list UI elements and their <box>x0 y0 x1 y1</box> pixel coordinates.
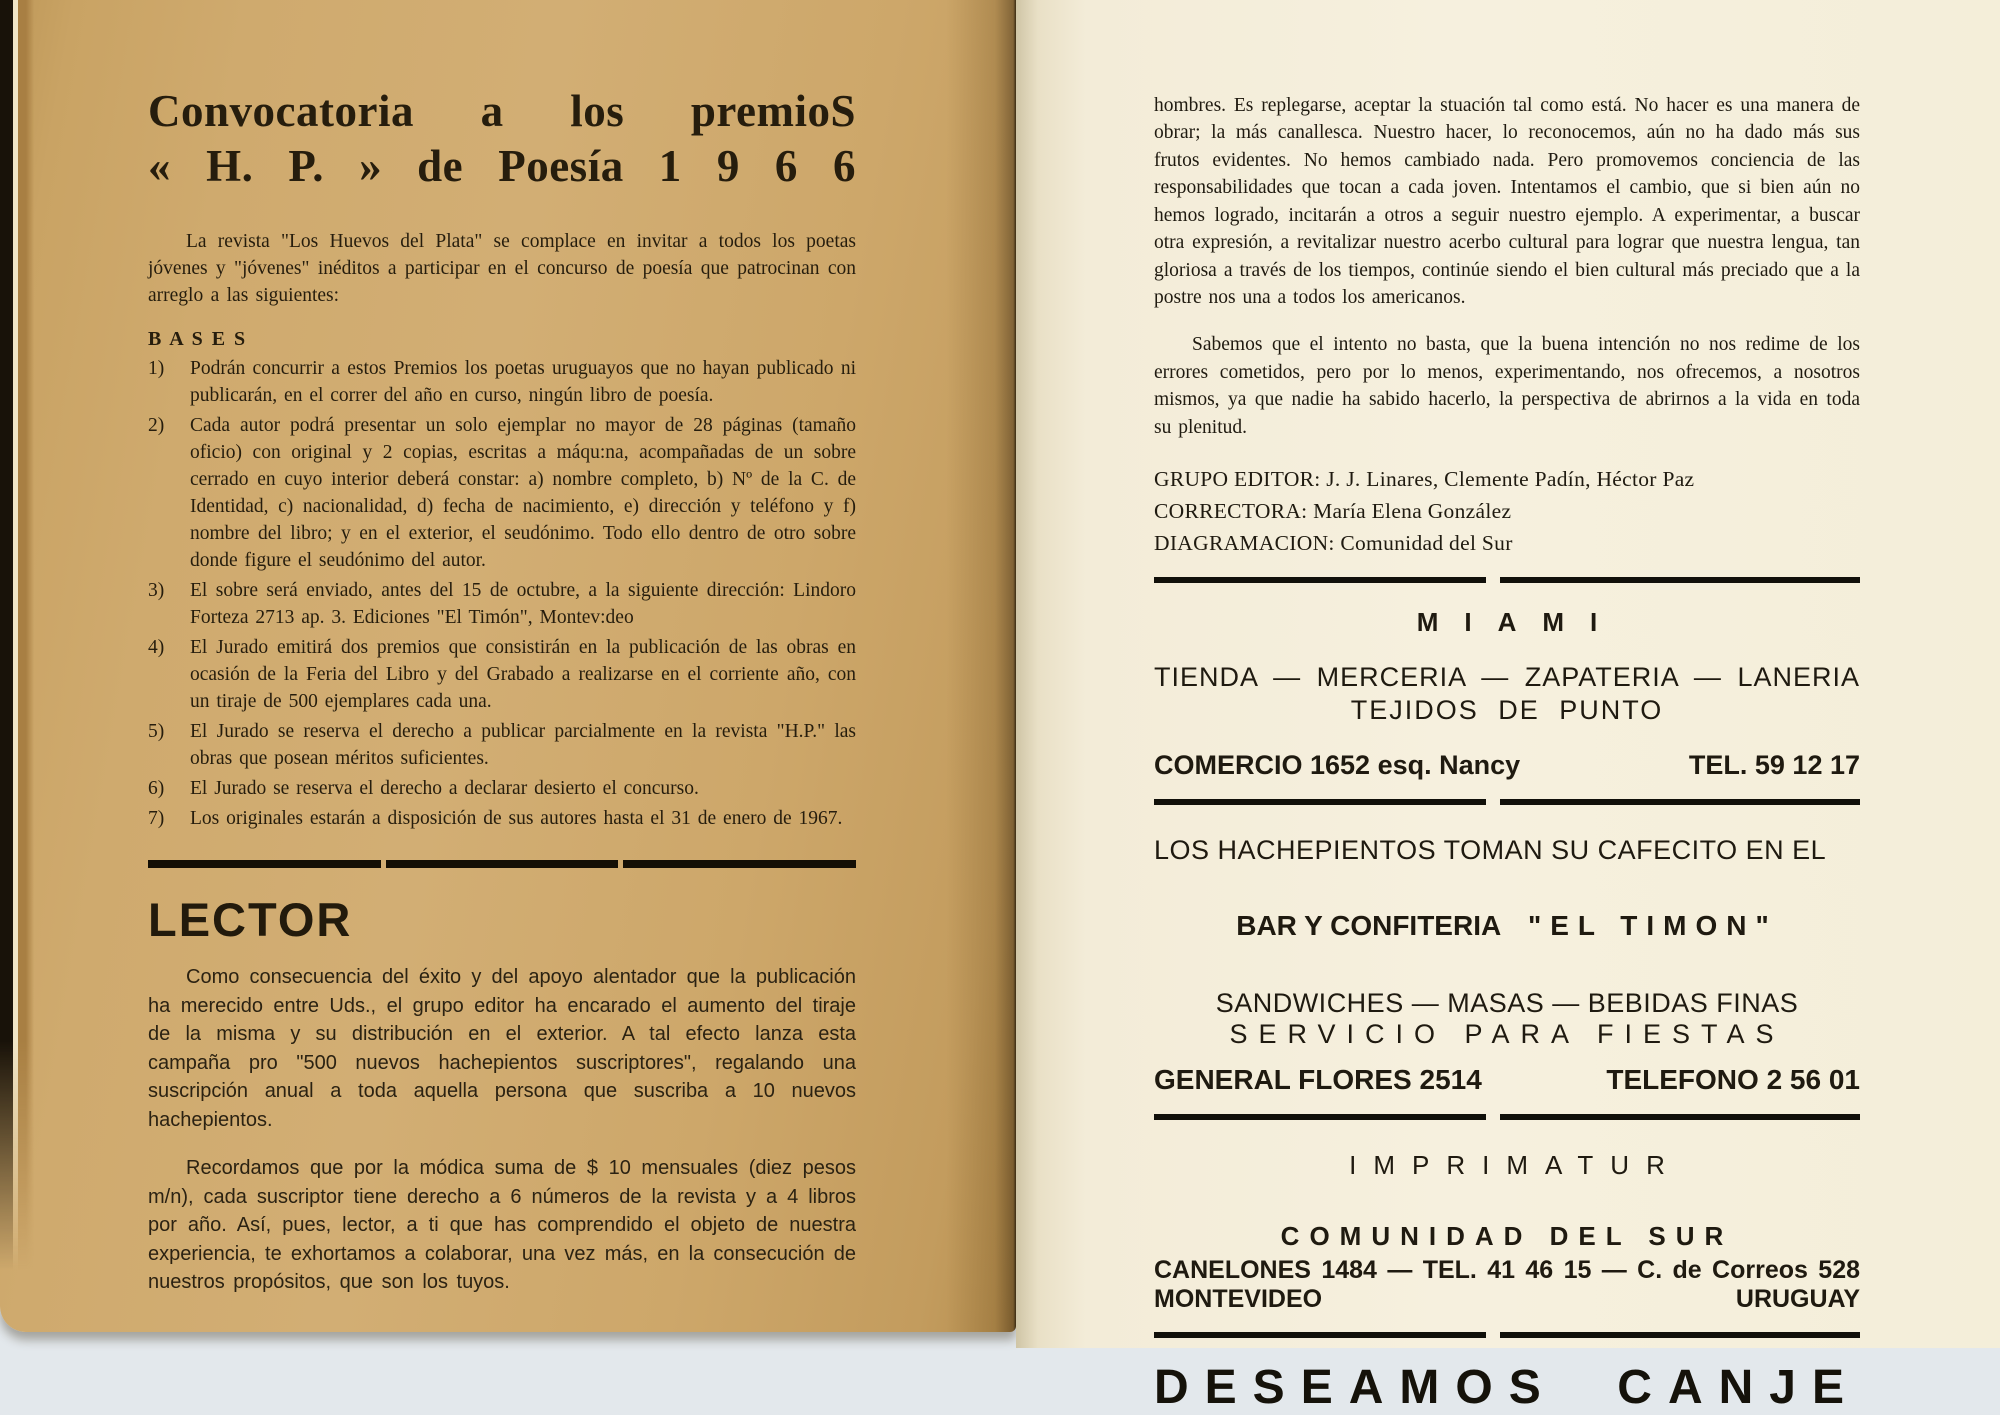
right-page-content <box>1154 72 1860 1415</box>
ad-el-timon <box>1154 835 1860 1096</box>
bases-item-text: Podrán concurrir a estos Premios los poetas uruguayos que no hayan publicado ni publicarán, en el correr del año en curso, ningún libro de poesía. <box>190 358 856 407</box>
right-page <box>1016 0 2000 1414</box>
printer-city-row <box>1154 1285 1860 1314</box>
intro-paragraph: La revista "Los Huevos del Plata" se complace en invitar a todos los poetas jóvenes y "jóvenes" inéditos a participar en el concurso de poesía que patrocinan con arreglo a las siguientes: <box>148 230 856 306</box>
bases-item-number: 4) <box>148 637 165 659</box>
credit-line-correctora: CORRECTORA: María Elena González <box>1154 499 1512 523</box>
ad-timon-name: "EL TIMON" <box>1527 910 1778 941</box>
article-title-line2: « H. P. » de Poesía 1 9 6 6 <box>148 140 856 191</box>
credits-block <box>1154 463 1860 559</box>
printer-address: CANELONES 1484 — TEL. 41 46 15 — C. de Correos 528 <box>1154 1256 1860 1284</box>
bases-item-number: 6) <box>148 778 165 800</box>
ad-divider-rule <box>1154 1114 1860 1120</box>
book-edge-shadow <box>0 0 34 1270</box>
left-page <box>0 0 1016 1332</box>
bases-item <box>148 412 856 574</box>
bases-heading: B A S E S <box>148 328 248 351</box>
printer-country: URUGUAY <box>1735 1285 1860 1313</box>
printer-city: MONTEVIDEO <box>1154 1285 1323 1313</box>
ad-timon-offer: SANDWICHES — MASAS — BEBIDAS FINAS <box>1215 988 1799 1018</box>
bases-item-number: 3) <box>148 580 165 602</box>
ad-timon-address-row <box>1154 1064 1860 1096</box>
ad-miami-address-row <box>1154 750 1860 781</box>
lector-heading: LECTOR <box>148 893 353 947</box>
ad-timon-intro: LOS HACHEPIENTOS TOMAN SU CAFECITO EN EL <box>1154 835 1827 865</box>
ad-timon-service: SERVICIO PARA FIESTAS <box>1229 1019 1785 1049</box>
lector-paragraph: Recordamos que por la módica suma de $ 10 mensuales (diez pesos m/n), cada suscriptor tiene derecho a 6 números de la revista y a 4 libros por año. Así, pues, lector, a ti que has comprendido el objeto de nuestra experiencia, te exhortamos a colaborar, una vez más, en la consecución de nuestros propósitos, que son los tuyos. <box>148 1157 856 1294</box>
bases-item-number: 2) <box>148 415 165 437</box>
ad-timon-phone: TELEFONO 2 56 01 <box>1606 1064 1860 1095</box>
left-page-content <box>148 84 856 1317</box>
section-divider-rule <box>148 860 856 868</box>
ad-miami-address: COMERCIO 1652 esq. Nancy <box>1154 750 1521 780</box>
lector-paragraph: Como consecuencia del éxito y del apoyo alentador que la publicación ha merecido entre Uds., el grupo editor ha encarado el aumento del tiraje de la misma y su distribución en el exterior. A tal efecto lanza esta campaña pro "500 nuevos hachepientos suscriptores", regalando una suscripción anual a toda aquella persona que suscriba a 10 nuevos hachepientos. <box>148 966 856 1131</box>
footer-divider-rule <box>1154 1332 1860 1338</box>
article-title-line1: Convocatoria a los premioS <box>148 86 856 136</box>
article-title <box>148 84 856 194</box>
ad-divider-rule <box>1154 577 1860 583</box>
bases-list <box>148 355 856 832</box>
bases-item <box>148 355 856 409</box>
bases-item <box>148 634 856 715</box>
bases-item-text: Cada autor podrá presentar un solo ejemplar no mayor de 28 páginas (tamaño oficio) con original y 2 copias, escritas a máqu:na, acompañadas de un sobre cerrado en cuyo interior deberá constar: a) nombre completo, b) Nº de la C. de Identidad, c) nacionalidad, d) fecha de nacimiento, e) dirección y teléfono y f) nombre del libro; y en el exterior, el seudónimo. Todo ello dentro de otro sobre donde figure el seudónimo del autor. <box>190 415 856 572</box>
ad-timon-address: GENERAL FLORES 2514 <box>1154 1064 1482 1095</box>
bases-item <box>148 718 856 772</box>
bases-item-text: El Jurado se reserva el derecho a declarar desierto el concurso. <box>190 778 699 800</box>
exchange-request-banner: DESEAMOS CANJE <box>1154 1361 1860 1414</box>
printer-name: COMUNIDAD DEL SUR <box>1280 1221 1734 1251</box>
gutter-shadow-left <box>946 0 1016 1332</box>
ad-miami <box>1154 607 1860 781</box>
credit-line-grupo-editor: GRUPO EDITOR: J. J. Linares, Clemente Padín, Héctor Paz <box>1154 467 1695 491</box>
ad-divider-rule <box>1154 799 1860 805</box>
bases-item <box>148 775 856 802</box>
bases-item <box>148 805 856 832</box>
bases-item-text: El sobre será enviado, antes del 15 de octubre, a la siguiente dirección: Lindoro Forteza 2713 ap. 3. Ediciones "El Timón", Montev:deo <box>190 580 856 629</box>
bases-item-number: 1) <box>148 358 165 380</box>
credit-line-diagramacion: DIAGRAMACION: Comunidad del Sur <box>1154 531 1513 555</box>
bases-item-number: 5) <box>148 721 165 743</box>
ad-timon-label: BAR Y CONFITERIA <box>1236 910 1501 941</box>
imprimatur-label: IMPRIMATUR <box>1349 1150 1682 1180</box>
ad-miami-name: MIAMI <box>1416 607 1624 637</box>
bases-item <box>148 577 856 631</box>
ad-miami-phone: TEL. 59 12 17 <box>1688 750 1860 780</box>
ad-miami-shops2: TEJIDOS DE PUNTO <box>1350 695 1664 725</box>
editorial-paragraph: Sabemos que el intento no basta, que la buena intención no nos redime de los errores cometidos, pero por lo menos, experimentando, nos ofrecemos, a nosotros mismos, ya que nadie ha sabido hacerlo, la perspectiva de abrirnos a la vida en toda su plenitud. <box>1154 334 1860 438</box>
bases-item-text: El Jurado emitirá dos premios que consistirán en la publicación de las obras en ocasión de la Feria del Libro y del Grabado a realizarse en el corriente año, con un tiraje de 500 ejemplares cada una. <box>190 637 856 713</box>
ad-timon-title <box>1154 910 1860 942</box>
editorial-paragraph: hombres. Es replegarse, aceptar la stuación tal como está. No hacer es una manera de obrar; la más canallesca. Nuestro hacer, lo reconocemos, aún no ha dado más sus frutos evidentes. No hemos cambiado nada. Pero promovemos conciencia de las responsabilidades que tocan a cada joven. Intentamos el cambio, que si bien aún no hemos logrado, incitarán a otros a seguir nuestro ejemplo. A experimentar, a buscar otra expresión, a revitalizar nuestro acerbo cultural para lograr que nuestra lengua, tan gloriosa a través de los tiempos, continúe siendo el bien cultural más preciado que a la postre nos una a todos los americanos. <box>1154 94 1860 308</box>
bases-item-number: 7) <box>148 808 165 830</box>
bases-item-text: Los originales estarán a disposición de sus autores hasta el 31 de enero de 1967. <box>190 808 843 830</box>
ad-miami-shops: TIENDA — MERCERIA — ZAPATERIA — LANERIA <box>1154 662 1860 692</box>
imprint-block <box>1154 1150 1860 1314</box>
bases-item-text: El Jurado se reserva el derecho a publicar parcialmente en la revista "H.P." las obras que posean méritos suficientes. <box>190 721 856 770</box>
